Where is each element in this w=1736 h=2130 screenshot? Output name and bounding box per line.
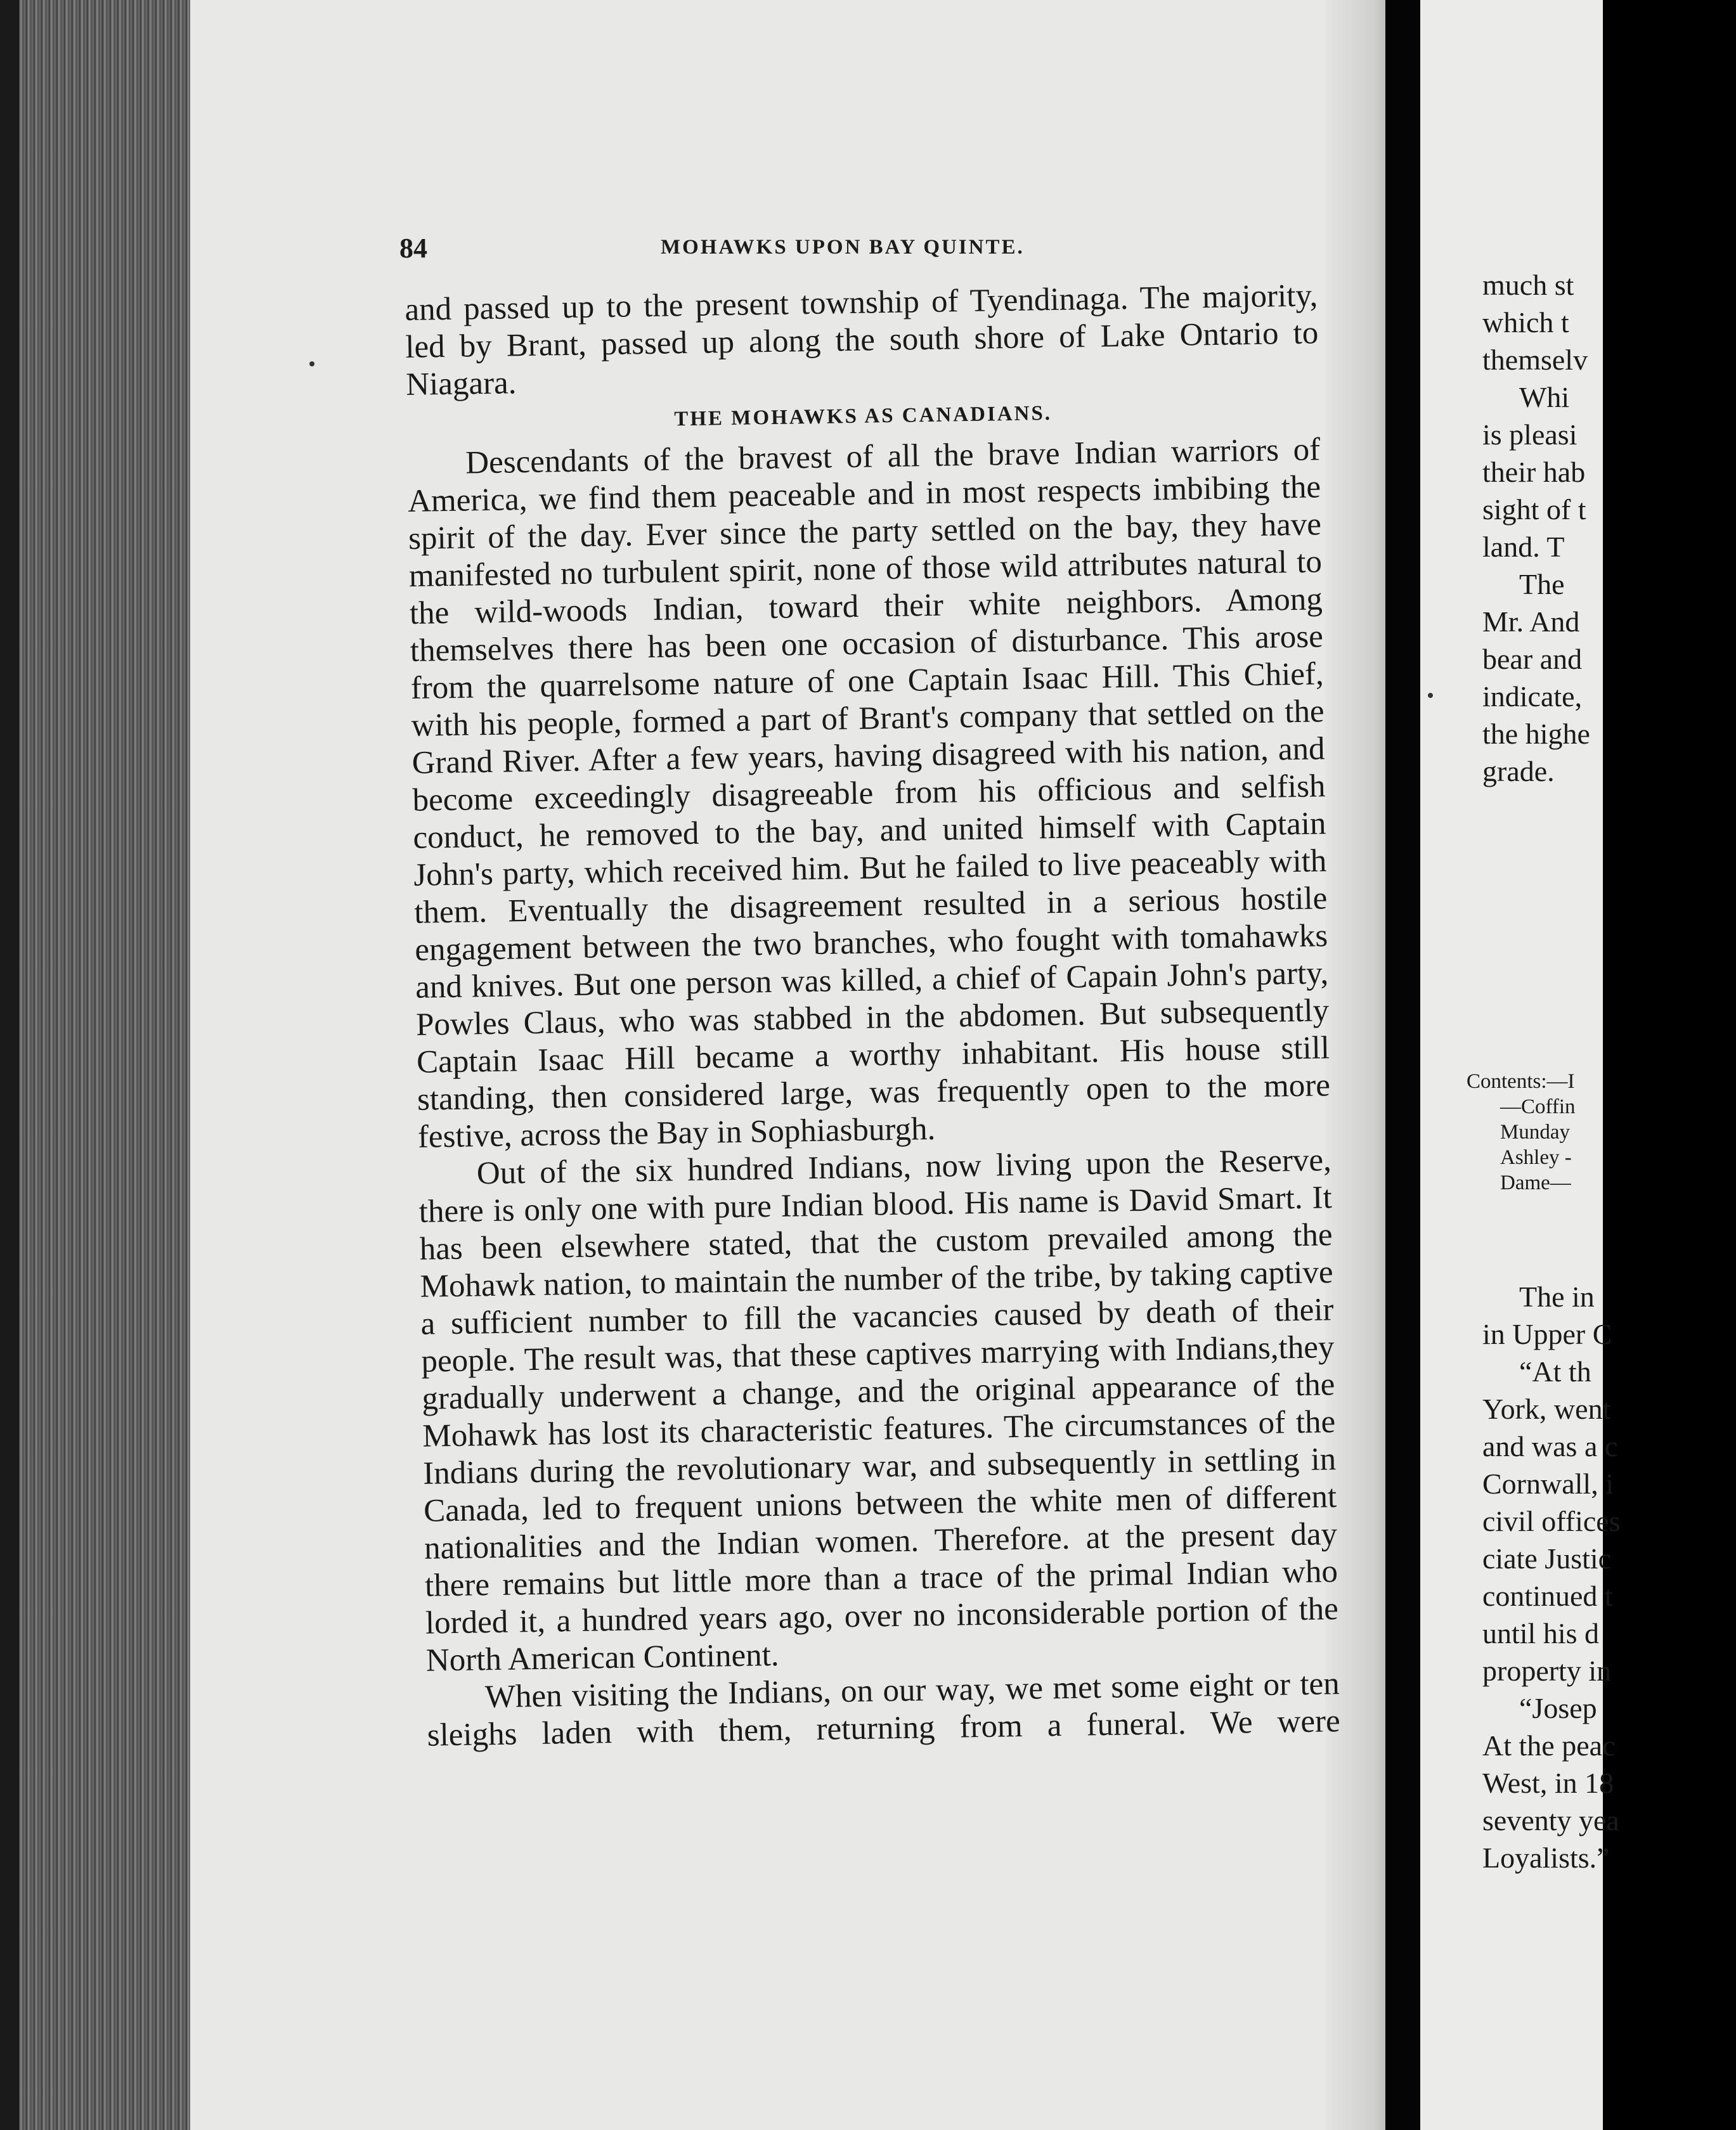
speck bbox=[309, 361, 314, 366]
facing-line: The bbox=[1519, 568, 1565, 600]
facing-line: is pleasi bbox=[1482, 418, 1577, 451]
facing-line: ciate Justic bbox=[1482, 1542, 1612, 1575]
speck bbox=[1428, 693, 1433, 698]
facing-line: bear and bbox=[1482, 643, 1583, 675]
facing-line: the highe bbox=[1482, 718, 1590, 750]
facing-line: “Josep bbox=[1519, 1692, 1597, 1724]
running-title: MOHAWKS UPON BAY QUINTE. bbox=[661, 236, 1025, 259]
facing-line: property in bbox=[1482, 1655, 1612, 1687]
facing-line: and was a c bbox=[1482, 1430, 1618, 1462]
facing-line: Whi bbox=[1519, 381, 1570, 413]
facing-line: grade. bbox=[1482, 755, 1555, 787]
contents-line: Munday bbox=[1500, 1121, 1570, 1144]
facing-line: in Upper C bbox=[1482, 1318, 1612, 1350]
facing-line: sight of t bbox=[1482, 493, 1586, 526]
page-number: 84 bbox=[399, 233, 427, 264]
facing-line: their hab bbox=[1482, 456, 1586, 488]
facing-line: At the peac bbox=[1482, 1729, 1616, 1762]
facing-line: York, went bbox=[1482, 1393, 1611, 1425]
paragraph: Descendants of the bravest of all the brave Indian warriors of America, we find them peaceable and in most respects imbibing the spirit of the day. Ever since the party settled on the bay, they have manifested no turbulent spirit, none of those wild attributes natural to the wild-woods Indian, toward their white neighbors. Among themselves there has been one occasion of disturbance. This arose from the quarrelsome nature of one Captain Isaac Hill. This Chief, with his people, formed a part of Brant's company that settled on the Grand River. After a few years, having disagreed with his nation, and become exceedingly disagreeable from his officious and selfish conduct, he removed to the bay, and united himself with Captain John's party, which received him. But he failed to live peaceably with them. Eventually the disagreement resulted in a serious hostile engagement between the two branches, who fought with tomahawks and knives. But one person was killed, a chief of Capain John's party, Powles Claus, who was stabbed in the abdomen. But subsequently Captain Isaac Hill became a worthy inhabitant. His house still standing, then considered large, was frequently open to the more festive, across the Bay in Sophiasburgh. bbox=[407, 432, 1331, 1155]
contents-line: —Coffin bbox=[1500, 1095, 1576, 1118]
facing-spacer bbox=[1482, 1196, 1736, 1278]
facing-line: The in bbox=[1519, 1281, 1595, 1313]
facing-line: “At th bbox=[1519, 1355, 1591, 1388]
facing-line: continued t bbox=[1482, 1580, 1613, 1612]
facing-page-text bbox=[1467, 266, 1736, 1876]
contents-line: Contents:—I bbox=[1467, 1070, 1575, 1093]
facing-line: indicate, bbox=[1482, 680, 1583, 713]
facing-line: Loyalists.” bbox=[1482, 1842, 1610, 1874]
paragraph: When visiting the Indians, on our way, we met some eight or ten sleighs laden with them, returning from a funeral. We were bbox=[427, 1666, 1341, 1753]
facing-spacer bbox=[1482, 790, 1736, 1069]
facing-line: much st bbox=[1482, 269, 1574, 301]
paragraph: Out of the six hundred Indians, now living upon the Reserve, there is only one with pure Indian blood. His name is David Smart. It has been elsewhere stated, that the custom prevailed among the Mohawk nation, to maintain the number of the tribe, by taking captive a sufficient number to fill the vacancies caused by death of their people. The result was, that these captives marrying with Indians,they gradually underwent a change, and the original appearance of the Mohawk has lost its characteristic features. The circumstances of the Indians during the revolutionary war, and subsequently in settling in Canada, led to frequent unions between the white men of different nationalities and the Indian women. Therefore. at the present day there remains but little more than a trace of the primal Indian who lorded it, a hundred years ago, over no inconsiderable portion of the North American Continent. bbox=[418, 1142, 1339, 1679]
opening-paragraph: and passed up to the present township of Tyendinaga. The majority, led by Brant, passed up along the south shore of Lake Ontario to Niagara. bbox=[405, 278, 1319, 403]
book-spine-shadow bbox=[0, 0, 19, 2130]
page-gap bbox=[1385, 0, 1420, 2130]
facing-line: West, in 18 bbox=[1482, 1767, 1614, 1799]
facing-line: themselv bbox=[1482, 344, 1588, 376]
facing-line: Cornwall, i bbox=[1482, 1468, 1614, 1500]
facing-line: land. T bbox=[1482, 531, 1565, 563]
facing-line: until his d bbox=[1482, 1617, 1600, 1649]
contents-line: Ashley - bbox=[1500, 1146, 1572, 1169]
contents-line: Dame— bbox=[1500, 1172, 1571, 1194]
facing-line: which t bbox=[1482, 306, 1569, 339]
facing-line: civil offices bbox=[1482, 1505, 1621, 1537]
facing-line: seventy yea bbox=[1482, 1804, 1619, 1836]
facing-line: Mr. And bbox=[1482, 605, 1580, 638]
section-heading: THE MOHAWKS AS CANADIANS. bbox=[674, 401, 1053, 431]
main-text-column bbox=[405, 277, 1340, 1754]
